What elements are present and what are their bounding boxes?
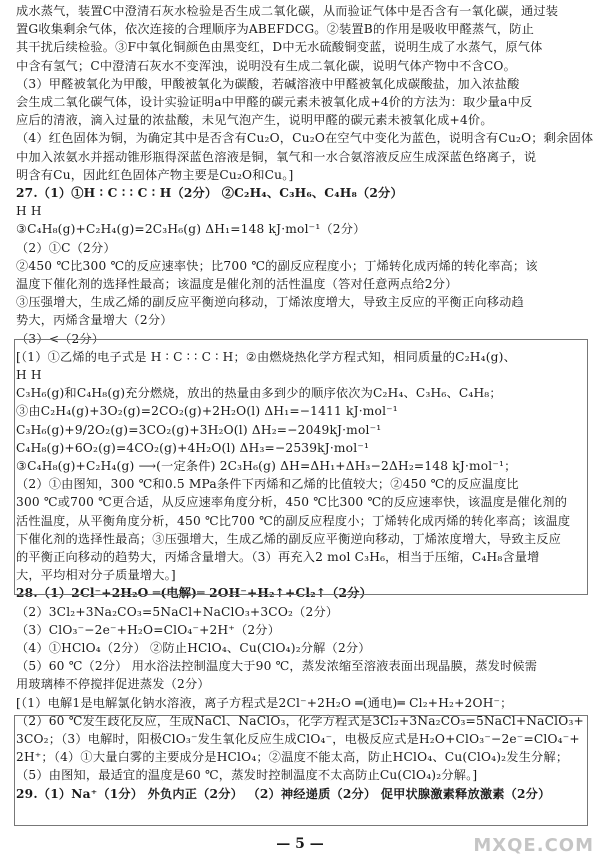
text-line: 会生成二氧化碳气体，设计实验证明a中甲醛的碳元素未被氧化成+4价的方法为：取少量a中反 (16, 95, 533, 109)
text-line: （2）3Cl₂+3Na₂CO₃=5NaCl+NaClO₃+3CO₂（2分） (16, 604, 339, 619)
text-line: （5）60 ℃（2分） 用水浴法控制温度大于90 ℃，蒸发浓缩至溶液表面出现晶膜，蒸发时候需 (16, 659, 538, 674)
text-line: ③C₄H₈(g)+C₂H₄(g)=2C₃H₆(g) ΔH₁=148 kJ·mol⁻¹（2分） (16, 222, 366, 237)
text-line: ③C₄H₈(g)+C₂H₄(g) ⟶(一定条件) 2C₃H₆(g) ΔH=ΔH₁+ΔH₃−2ΔH₂=148 kJ·mol⁻¹； (16, 459, 517, 473)
text-line: ③压强增大，生成乙烯的副反应平衡逆向移动，丁烯浓度增大，导致主反应的平衡正向移动趋 (16, 295, 524, 310)
text-line: 下催化剂的选择性最高；③压强增大，生成乙烯的副反应平衡逆向移动，丁烯浓度增大，导致主反应 (16, 531, 562, 546)
text-line: （2）①C（2分） (16, 240, 116, 255)
text-line: （2）60 ℃发生歧化反应，生成NaCl、NaClO₃，化学方程式是3Cl₂+3Na₂CO₃=5NaCl+NaClO₃+ (16, 713, 584, 728)
text-line: 的平衡正向移动的趋势大，丙烯含量增大。（3）再充入2 mol C₃H₆，相当于压缩，C₄H₈含量增 (16, 550, 540, 564)
text-line: 28.（1）2Cl⁻+2H₂O ═(电解)═ 2OH⁻+H₂↑+Cl₂↑（2分） (16, 586, 372, 601)
text-line: [（1）①乙烯的电子式是 H ∶ C ∶ ∶ C ∶ H；②由燃烧热化学方程式知，相同质量的C₂H₄(g)、 (16, 349, 517, 364)
explanation-box-28 (14, 715, 588, 826)
text-line: 2H⁺；（4）①大量白雾的主要成分是HClO₄；②温度不能太高，防止HClO₄、Cu(ClO₄)₂发生分解； (16, 750, 569, 765)
text-line: 其干扰后续检验。③F中氧化铜颜色由黑变红，D中无水硫酸铜变蓝，说明生成了水蒸气，原气体 (16, 40, 543, 55)
text-line: 明含有Cu，因此红色固体产物主要是Cu₂O和Cu。] (16, 167, 294, 182)
text-line: （4）红色固体为铜，为确定其中是否含有Cu₂O，Cu₂O在空气中变化为蓝色，说明含有Cu₂O；剩余固体 (16, 131, 594, 146)
text-line: （3）ClO₃⁻−2e⁻+H₂O=ClO₄⁻+2H⁺（2分） (16, 622, 281, 637)
text-line: C₃H₆(g)+9/2O₂(g)=3CO₂(g)+3H₂O(l) ΔH₂=−2049kJ·mol⁻¹ (16, 422, 382, 437)
text-line: （3）<（2分） (16, 331, 105, 346)
text-line: 中加入浓氨水并摇动锥形瓶得深蓝色溶液是铜，氧气和一水合氨溶液反应生成深蓝色络离子，说 (16, 149, 537, 164)
explanation-box-27 (14, 339, 588, 595)
text-line: C₃H₆(g)和C₄H₈(g)充分燃烧，放出的热量由多到少的顺序依次为C₂H₄、C₃H₆、C₄H₈； (16, 386, 502, 401)
text-line: 用玻璃棒不停搅拌促进蒸发（2分） (16, 677, 210, 692)
text-line: 活性温度，从平衡角度分析，450 ℃比700 ℃的副反应程度小；丁烯转化成丙烯的转化率高；该温度 (16, 513, 571, 528)
page-number: — 5 — (276, 836, 324, 852)
text-line: （4）①HClO₄（2分） ②防止HClO₄、Cu(ClO₄)₂分解（2分） (16, 641, 371, 655)
text-line: ②450 ℃比300 ℃的反应速率快；比700 ℃的副反应程度小；丁烯转化成丙烯的转化率高；该 (16, 258, 538, 273)
text-line: 势大，丙烯含量增大（2分） (16, 313, 173, 328)
text-line: 大，平均相对分子质量增大。] (16, 568, 176, 583)
text-line: C₄H₈(g)+6O₂(g)=4CO₂(g)+4H₂O(l) ΔH₃=−2539kJ·mol⁻¹ (16, 440, 370, 455)
text-line: 中含有氢气；C中澄清石灰水不变浑浊，说明没有生成二氧化碳，说明气体产物中不含CO。 (16, 58, 516, 73)
text-line: 成水蒸气，装置C中澄清石灰水检验是否生成二氧化碳，从而验证气体中是否含有一氧化碳，通过装 (16, 4, 559, 18)
text-line: 3CO₂；（3）电解时，阳极ClO₃⁻发生氧化反应生成ClO₄⁻，电极反应式是H₂O+ClO₃⁻−2e⁻=ClO₄⁻+ (16, 732, 580, 746)
text-line: 29.（1）Na⁺（1分） 外负内正（2分） （2）神经递质（2分） 促甲状腺激素释放激素（2分） (16, 786, 551, 801)
text-line: [（1）电解1是电解氯化钠水溶液，离子方程式是2Cl⁻+2H₂O ═(通电)═ Cl₂+H₂+2OH⁻； (16, 695, 513, 710)
text-line: 27.（1）①H ∶ C ∶ ∶ C ∶ H（2分） ②C₂H₄、C₃H₆、C₄H₈（2分） (16, 186, 403, 200)
text-line: H H (16, 368, 42, 382)
text-line: 应后的清液，滴入过量的浓盐酸，未见气泡产生，说明甲醛的碳元素未被氧化成+4价。 (16, 113, 493, 128)
text-line: （3）甲醛被氧化为甲酸，甲酸被氧化为碳酸，若碱溶液中甲醛被氧化成碳酸盐，加入浓盐酸 (16, 76, 520, 91)
text-line: （2）①由图知，300 ℃和0.5 MPa条件下丙烯和乙烯的比值较大；②450 ℃的反应温度比 (16, 477, 519, 492)
text-line: 温度下催化剂的选择性最高；该温度是催化剂的活性温度（答对任意两点给2分） (16, 277, 458, 291)
text-line: ③由C₂H₄(g)+3O₂(g)=2CO₂(g)+2H₂O(l) ΔH₁=−1411 kJ·mol⁻¹ (16, 404, 398, 419)
watermark-text: MXQE.COM (473, 835, 594, 856)
watermark-logo (473, 826, 594, 856)
text-line: （5）由图知，最适宜的温度是60 ℃，蒸发时控制温度不太高防止Cu(ClO₄)₂分解。] (16, 768, 478, 783)
text-line: 置G收集剩余气体，依次连接的合理顺序为ABEFDCG。②装置B的作用是吸收甲醛蒸气，防止 (16, 22, 534, 37)
text-line: 300 ℃或700 ℃更合适，从反应速率角度分析，450 ℃比300 ℃的反应速率快，该温度是催化剂的 (16, 495, 568, 510)
text-line: H H (16, 204, 42, 219)
